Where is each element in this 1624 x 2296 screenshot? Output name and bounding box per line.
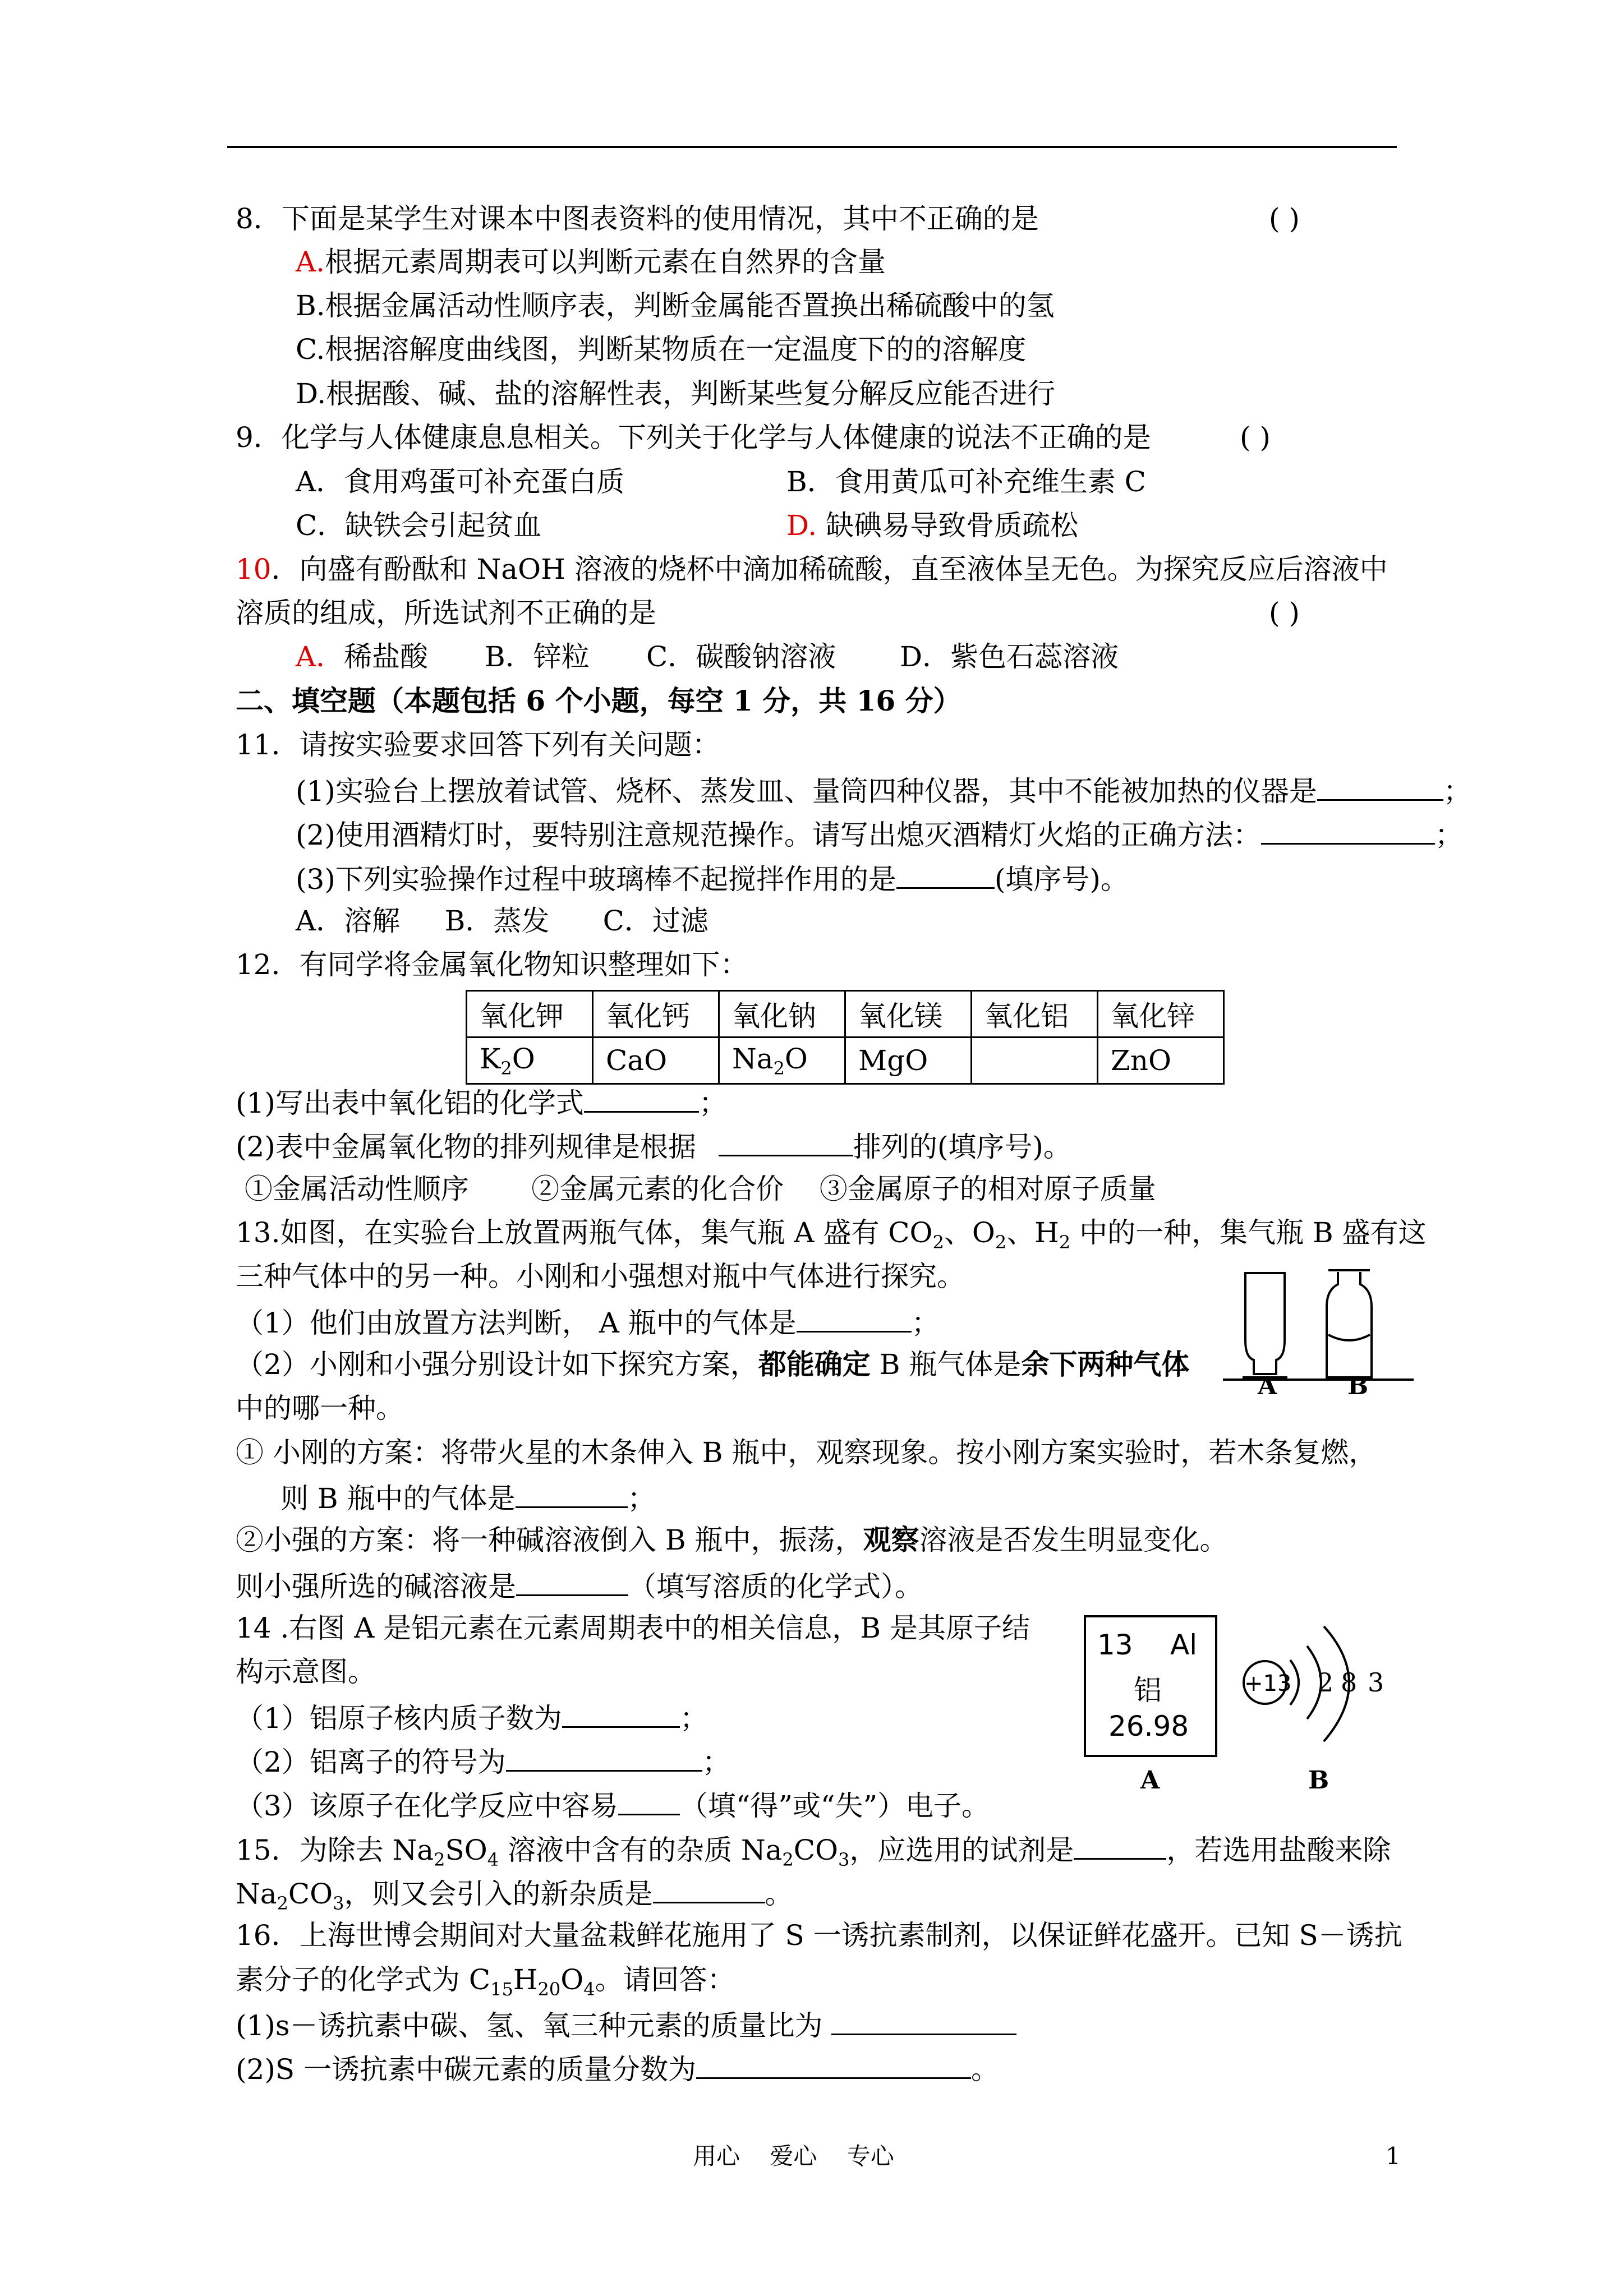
q15-text: Na xyxy=(236,1878,277,1910)
q16-text: 素分子的化学式为 C xyxy=(236,1963,491,1996)
formula-subscript: 4 xyxy=(583,1979,595,2000)
q13-scheme-2-line2 xyxy=(236,1567,923,1603)
q10-option-a-letter: A． xyxy=(296,640,344,673)
q14-part3-blank[interactable] xyxy=(618,1787,680,1815)
q15-text: ，应选用的试剂是 xyxy=(849,1834,1074,1866)
formula-subscript: 15 xyxy=(490,1979,513,2000)
q10-option-b: B．锌粒 xyxy=(485,640,590,673)
q11-part1-text: (1)实验台上摆放着试管、烧杯、蒸发皿、量筒四种仪器，其中不能被加热的仪器是 xyxy=(296,775,1317,808)
q15-text: CO xyxy=(288,1878,333,1910)
q16-part2 xyxy=(236,2050,999,2086)
upright-bottle-b xyxy=(1327,1270,1372,1377)
formula-subscript: 2 xyxy=(277,1893,288,1914)
q12-part1-blank[interactable] xyxy=(584,1084,699,1113)
formula-subscript: 3 xyxy=(838,1849,850,1870)
q14-part2-blank[interactable] xyxy=(506,1743,702,1772)
q16-text: H xyxy=(513,1963,538,1996)
q15-line2 xyxy=(236,1875,793,1920)
q13-scheme-1-blank[interactable] xyxy=(516,1479,628,1508)
q13-scheme-2-bold: 观察 xyxy=(863,1523,919,1556)
inverted-bottle-a xyxy=(1243,1273,1287,1377)
q13-part2-text: （2）小刚和小强分别设计如下探究方案， xyxy=(236,1348,758,1381)
q16-line1: 16．上海世博会期间对大量盆栽鲜花施用了 S 一诱抗素制剂，以保证鲜花盛开。已知 S－诱抗 xyxy=(236,1919,1402,1952)
q11-part1-end: ； xyxy=(1443,775,1471,808)
q13-part2-line2: 中的哪一种。 xyxy=(236,1392,404,1424)
q13-part1 xyxy=(236,1304,940,1340)
q12-options: ①金属活动性顺序 ②金属元素的化合价 ③金属原子的相对原子质量 xyxy=(236,1173,1156,1205)
gas-bottles-figure xyxy=(1223,1267,1414,1396)
q13-stem-part: 、O xyxy=(944,1216,995,1249)
figure-a-label: A xyxy=(1140,1766,1160,1795)
q11-part1-blank[interactable] xyxy=(1317,772,1443,801)
oxide-name-cell: 氧化镁 xyxy=(845,991,972,1038)
q9-option-b: B．食用黄瓜可补充维生素 C xyxy=(786,465,1146,498)
aluminum-element-cell xyxy=(1084,1615,1217,1757)
q13-scheme-2 xyxy=(236,1523,1228,1557)
q11-part3 xyxy=(296,860,1129,896)
q14-part1 xyxy=(236,1699,708,1735)
q10-stem-line1 xyxy=(236,552,1388,586)
atomic-mass: 26.98 xyxy=(1108,1710,1189,1742)
q9-option-d xyxy=(786,509,1078,542)
q11-part3-end: (填序号)。 xyxy=(994,863,1129,896)
formula-subscript: 2 xyxy=(932,1232,944,1253)
q13-stem-line2: 三种气体中的另一种。小刚和小强想对瓶中气体进行探究。 xyxy=(236,1260,965,1293)
q15-line1 xyxy=(236,1831,1391,1877)
page-number: 1 xyxy=(1386,2142,1401,2170)
q8-option-a-letter: A. xyxy=(296,246,325,278)
nuclear-charge: +13 xyxy=(1244,1671,1292,1696)
shell-electrons-3: 3 xyxy=(1368,1667,1384,1698)
oxide-name-cell: 氧化钠 xyxy=(719,991,845,1038)
figure-b-label: B xyxy=(1308,1766,1329,1795)
oxide-formula-cell xyxy=(719,1038,845,1084)
header-rule xyxy=(227,146,1397,148)
q15-text: SO xyxy=(445,1834,487,1866)
metal-oxide-table xyxy=(466,990,1225,1085)
formula-subscript: 4 xyxy=(487,1849,499,1870)
q13-stem-part: 中的一种，集气瓶 B 盛有这 xyxy=(1070,1216,1427,1249)
oxide-formula-row xyxy=(467,1038,1224,1084)
q8-option-b: B.根据金属活动性顺序表，判断金属能否置换出稀硫酸中的氢 xyxy=(296,289,1055,322)
q12-part2-blank[interactable] xyxy=(719,1128,853,1156)
q10-option-a xyxy=(296,640,428,674)
q14-part1-text: （1）铝原子核内质子数为 xyxy=(236,1702,562,1735)
q13-stem-part: 13.如图，在实验台上放置两瓶气体，集气瓶 A 盛有 CO xyxy=(236,1216,933,1249)
q12-part2-end: 排列的(填序号)。 xyxy=(853,1131,1071,1163)
q14-part2-end: ； xyxy=(702,1746,730,1778)
q16-part2-text: (2)S 一诱抗素中碳元素的质量分数为 xyxy=(236,2053,696,2086)
q14-stem-line2: 构示意图。 xyxy=(236,1656,376,1688)
q8-option-a-text: 根据元素周期表可以判断元素在自然界的含量 xyxy=(325,246,886,278)
oxide-name-cell: 氧化钙 xyxy=(593,991,719,1038)
q14-part1-blank[interactable] xyxy=(562,1699,680,1728)
q13-stem-part: 、H xyxy=(1006,1216,1059,1249)
q16-text: 。请回答： xyxy=(595,1963,735,1996)
q10-stem-text: ．向盛有酚酞和 NaOH 溶液的烧杯中滴加稀硫酸，直至液体呈无色。为探究反应后溶液中 xyxy=(271,553,1388,585)
q16-part1-text: (1)s－诱抗素中碳、氢、氧三种元素的质量比为 xyxy=(236,2009,832,2042)
q9-option-c: C．缺铁会引起贫血 xyxy=(296,509,542,542)
q14-part3-text: （3）该原子在化学反应中容易 xyxy=(236,1790,618,1822)
q13-scheme-2-end: （填写溶质的化学式）。 xyxy=(628,1570,923,1603)
footer-motto: 用心 爱心 专心 xyxy=(693,2142,894,2170)
q13-scheme-1: ① 小刚的方案：将带火星的木条伸入 B 瓶中，观察现象。按小刚方案实验时，若木条复燃， xyxy=(236,1436,1377,1469)
q15-text: 15．为除去 Na xyxy=(236,1834,434,1866)
q10-stem-line2: 溶质的组成，所选试剂不正确的是 xyxy=(236,597,656,629)
q14-part3 xyxy=(236,1787,990,1823)
q13-part2-text: B 瓶气体是 xyxy=(870,1348,1022,1381)
bottle-a-label: A xyxy=(1258,1372,1277,1400)
q13-part1-text: （1）他们由放置方法判断， A 瓶中的气体是 xyxy=(236,1307,797,1339)
formula-part: O xyxy=(784,1042,808,1075)
formula-subscript: 2 xyxy=(773,1057,785,1079)
oxide-formula-cell: CaO xyxy=(593,1038,719,1084)
q13-scheme-1-end: ； xyxy=(627,1482,656,1515)
q11-stem: 11．请按实验要求回答下列有关问题： xyxy=(236,729,720,761)
q16-part1-blank[interactable] xyxy=(831,2007,1016,2035)
formula-subscript: 2 xyxy=(500,1057,512,1079)
formula-subscript: 2 xyxy=(782,1849,794,1870)
q8-answer-paren: ( ) xyxy=(1269,202,1300,235)
q12-part1-end: ； xyxy=(698,1087,727,1119)
shell-electrons-1: 2 xyxy=(1317,1667,1334,1698)
q13-stem-line1 xyxy=(236,1216,1427,1259)
formula-subscript: 2 xyxy=(995,1232,1007,1253)
q16-part1 xyxy=(236,2007,1016,2043)
q10-number: 10 xyxy=(236,553,272,585)
q15-text: CO xyxy=(793,1834,839,1866)
oxide-name-row xyxy=(467,991,1224,1038)
q13-part2 xyxy=(236,1348,1189,1381)
q16-line2 xyxy=(236,1963,735,2006)
q13-scheme-2-text: 则小强所选的碱溶液是 xyxy=(236,1570,516,1603)
q11-part2-end: ； xyxy=(1434,819,1463,851)
section-2-heading: 二、填空题（本题包括 6 个小题，每空 1 分，共 16 分） xyxy=(236,684,961,717)
q13-scheme-2-text: ②小强的方案：将一种碱溶液倒入 B 瓶中，振荡， xyxy=(236,1524,863,1556)
q15-text: 溶液中含有的杂质 Na xyxy=(499,1834,783,1866)
q11-part2-blank[interactable] xyxy=(1261,816,1435,845)
formula-part: Na xyxy=(732,1042,774,1075)
q11-part3-text: (3)下列实验操作过程中玻璃棒不起搅拌作用的是 xyxy=(296,863,896,896)
q16-part2-end: 。 xyxy=(970,2053,999,2086)
oxide-name-cell: 氧化钾 xyxy=(467,991,593,1038)
formula-subscript: 3 xyxy=(333,1893,344,1914)
q13-scheme-2-blank[interactable] xyxy=(516,1567,628,1596)
q10-option-d: D．紫色石蕊溶液 xyxy=(900,640,1119,673)
oxide-formula-cell xyxy=(467,1038,593,1084)
q8-stem: 8．下面是某学生对课本中图表资料的使用情况，其中不正确的是 xyxy=(236,202,1039,235)
element-name: 铝 xyxy=(1134,1674,1162,1707)
oxide-name-cell: 氧化铝 xyxy=(972,991,1098,1038)
q10-option-c: C．碳酸钠溶液 xyxy=(646,640,836,673)
q13-scheme-2-text: 溶液是否发生明显变化。 xyxy=(919,1524,1228,1556)
q14-part2 xyxy=(236,1743,730,1779)
q9-answer-paren: ( ) xyxy=(1240,421,1271,454)
q15-reagent-blank[interactable] xyxy=(1074,1831,1166,1860)
q12-stem: 12．有同学将金属氧化物知识整理如下： xyxy=(236,948,748,981)
oxide-formula-cell-empty[interactable] xyxy=(972,1038,1098,1084)
oxide-formula-cell: MgO xyxy=(845,1038,972,1084)
q12-part1 xyxy=(236,1084,727,1120)
q8-option-a xyxy=(296,245,886,279)
oxide-formula-cell: ZnO xyxy=(1098,1038,1224,1084)
q14-part3-end: （填“得”或“失”）电子。 xyxy=(679,1790,990,1822)
q13-scheme-1-text: 则 B 瓶中的气体是 xyxy=(280,1482,516,1515)
q10-answer-paren: ( ) xyxy=(1269,597,1300,629)
q9-option-a: A．食用鸡蛋可补充蛋白质 xyxy=(296,465,625,498)
q11-part3-blank[interactable] xyxy=(896,860,995,889)
q15-impurity-blank[interactable] xyxy=(653,1875,765,1903)
q14-part1-end: ； xyxy=(679,1702,708,1735)
atomic-number: 13 xyxy=(1097,1629,1133,1661)
q12-part2 xyxy=(236,1128,1071,1164)
oxide-name-cell: 氧化锌 xyxy=(1098,991,1224,1038)
formula-part: O xyxy=(512,1042,535,1075)
q15-text: 。 xyxy=(765,1878,793,1910)
q12-part2-text: (2)表中金属氧化物的排列规律是根据 xyxy=(236,1131,696,1163)
q16-text: O xyxy=(560,1963,584,1996)
q11-part2-text: (2)使用酒精灯时，要特别注意规范操作。请写出熄灭酒精灯火焰的正确方法： xyxy=(296,819,1261,851)
element-symbol: Al xyxy=(1170,1629,1198,1661)
q11-options: A．溶解 B．蒸发 C．过滤 xyxy=(296,905,709,937)
q13-part1-blank[interactable] xyxy=(797,1304,912,1333)
bottle-b-label: B xyxy=(1347,1372,1369,1400)
q11-part2 xyxy=(296,816,1463,852)
q14-part2-text: （2）铝离子的符号为 xyxy=(236,1746,506,1778)
q13-scheme-1-line2 xyxy=(280,1479,656,1515)
q13-part1-end: ； xyxy=(911,1307,940,1339)
q15-text: ，若选用盐酸来除 xyxy=(1166,1834,1391,1866)
q13-part2-bold: 余下两种气体 xyxy=(1021,1348,1190,1381)
q9-option-d-text: 缺碘易导致骨质疏松 xyxy=(817,509,1079,542)
q8-option-c: C.根据溶解度曲线图，判断某物质在一定温度下的的溶解度 xyxy=(296,333,1027,366)
q13-part2-bold: 都能确定 xyxy=(758,1348,871,1381)
q9-option-d-letter: D. xyxy=(786,509,817,542)
q10-option-a-text: 稀盐酸 xyxy=(344,640,429,673)
formula-part: K xyxy=(480,1042,501,1075)
shell-electrons-2: 8 xyxy=(1341,1667,1358,1698)
q11-part1 xyxy=(296,772,1471,808)
q15-text: ，则又会引入的新杂质是 xyxy=(344,1878,653,1910)
q12-part1-text: (1)写出表中氧化铝的化学式 xyxy=(236,1087,584,1119)
formula-subscript: 20 xyxy=(537,1979,561,2000)
q8-option-d: D.根据酸、碱、盐的溶解性表，判断某些复分解反应能否进行 xyxy=(296,377,1056,410)
q14-stem-line1: 14 .右图 A 是铝元素在元素周期表中的相关信息，B 是其原子结 xyxy=(236,1612,1030,1644)
q16-part2-blank[interactable] xyxy=(696,2050,971,2079)
formula-subscript: 2 xyxy=(434,1849,445,1870)
q9-stem: 9．化学与人体健康息息相关。下列关于化学与人体健康的说法不正确的是 xyxy=(236,421,1151,454)
formula-subscript: 2 xyxy=(1059,1232,1071,1253)
